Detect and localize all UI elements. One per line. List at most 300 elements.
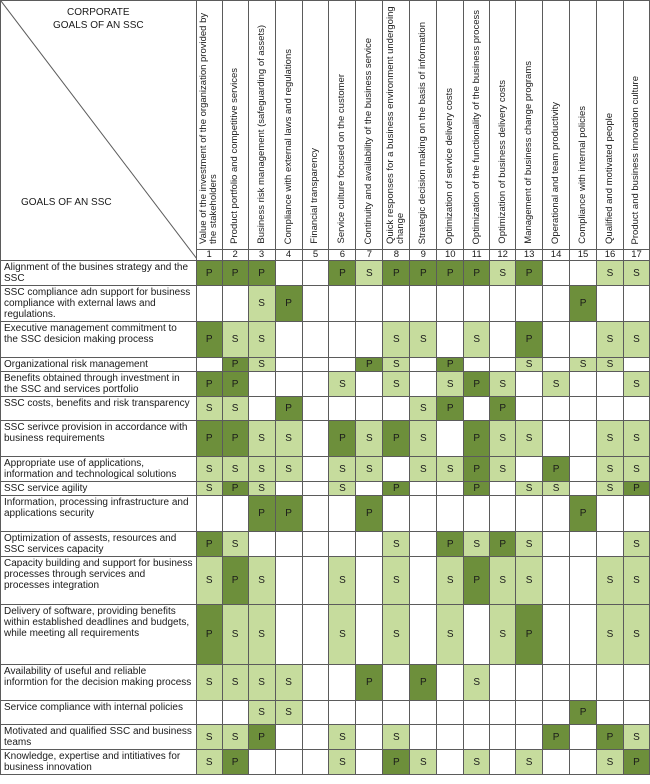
column-number: 3 (248, 250, 275, 261)
matrix-cell (464, 397, 490, 421)
matrix-cell (570, 605, 597, 665)
column-label: Business risk management (safeguarding of assets) (255, 25, 267, 244)
matrix-cell (356, 725, 383, 750)
matrix-cell (410, 358, 437, 372)
matrix-cell: P (490, 397, 516, 421)
matrix-cell: S (248, 557, 275, 605)
matrix-cell: P (222, 750, 248, 775)
column-label: Management of business change programs (523, 61, 535, 244)
matrix-cell: S (597, 482, 624, 496)
matrix-cell (570, 421, 597, 457)
matrix-cell (329, 701, 356, 725)
matrix-cell: P (383, 482, 410, 496)
column-header-5 (302, 1, 329, 250)
matrix-cell: P (196, 372, 222, 397)
matrix-cell (437, 701, 464, 725)
matrix-cell (570, 750, 597, 775)
matrix-cell (275, 261, 302, 286)
matrix-cell: S (248, 701, 275, 725)
column-label: Service culture focused on the customer (336, 74, 348, 244)
matrix-cell: S (623, 605, 649, 665)
matrix-cell: S (597, 261, 624, 286)
column-label: Compliance with external laws and regulations (282, 48, 294, 244)
matrix-cell (248, 397, 275, 421)
matrix-cell: S (329, 372, 356, 397)
matrix-cell (329, 496, 356, 532)
matrix-cell: S (222, 457, 248, 482)
corner-header (1, 1, 197, 261)
matrix-cell: S (410, 750, 437, 775)
column-label: Operational and team productivity (550, 101, 562, 244)
column-number: 16 (597, 250, 624, 261)
column-header-16 (597, 1, 624, 250)
matrix-cell (302, 261, 329, 286)
column-number: 17 (623, 250, 649, 261)
matrix-cell (222, 496, 248, 532)
matrix-cell (356, 701, 383, 725)
matrix-cell: P (196, 532, 222, 557)
column-number: 5 (302, 250, 329, 261)
table-row (1, 496, 650, 532)
matrix-cell (543, 358, 570, 372)
matrix-cell (490, 701, 516, 725)
matrix-cell (356, 557, 383, 605)
table-row (1, 665, 650, 701)
matrix-cell (516, 496, 543, 532)
ssc-goal-label: Optimization of assests, resources and SSC services capacity (1, 532, 197, 557)
matrix-cell: S (248, 665, 275, 701)
matrix-cell (302, 397, 329, 421)
matrix-cell (302, 557, 329, 605)
ssc-goal-label: SSC compliance adn support for business compliance with external laws and regulations. (1, 286, 197, 322)
matrix-cell: S (383, 605, 410, 665)
matrix-cell: S (329, 557, 356, 605)
matrix-cell: P (437, 397, 464, 421)
matrix-cell (570, 261, 597, 286)
matrix-cell (490, 725, 516, 750)
matrix-cell: S (464, 750, 490, 775)
matrix-cell (383, 701, 410, 725)
matrix-cell: S (437, 372, 464, 397)
matrix-cell: S (329, 725, 356, 750)
matrix-cell: P (248, 496, 275, 532)
matrix-cell: S (222, 725, 248, 750)
column-number: 12 (490, 250, 516, 261)
matrix-cell (356, 605, 383, 665)
matrix-cell (410, 701, 437, 725)
matrix-cell: P (597, 725, 624, 750)
matrix-cell (196, 286, 222, 322)
matrix-cell (623, 701, 649, 725)
matrix-cell: S (275, 457, 302, 482)
matrix-cell: P (222, 482, 248, 496)
matrix-cell: S (623, 557, 649, 605)
matrix-cell: P (196, 421, 222, 457)
column-header-7 (356, 1, 383, 250)
matrix-cell: S (196, 750, 222, 775)
matrix-cell: S (248, 286, 275, 322)
column-header-4 (275, 1, 302, 250)
matrix-cell: P (570, 496, 597, 532)
matrix-cell (570, 532, 597, 557)
matrix-cell: P (570, 701, 597, 725)
matrix-cell (437, 496, 464, 532)
matrix-cell (464, 701, 490, 725)
matrix-cell (464, 725, 490, 750)
ssc-goal-label: Appropriate use of applications, information and technological solutions (1, 457, 197, 482)
matrix-cell: S (356, 261, 383, 286)
matrix-cell: P (329, 421, 356, 457)
matrix-cell (464, 358, 490, 372)
matrix-cell (570, 372, 597, 397)
matrix-cell: S (597, 750, 624, 775)
matrix-cell (516, 665, 543, 701)
column-header-3 (248, 1, 275, 250)
matrix-cell: P (196, 261, 222, 286)
matrix-cell (383, 286, 410, 322)
matrix-cell: S (329, 605, 356, 665)
matrix-cell (383, 496, 410, 532)
matrix-cell: P (464, 261, 490, 286)
header-row (1, 1, 650, 250)
matrix-cell: S (490, 261, 516, 286)
matrix-cell: P (464, 457, 490, 482)
table-row (1, 750, 650, 775)
matrix-cell: S (383, 372, 410, 397)
matrix-cell (437, 322, 464, 358)
matrix-cell (383, 397, 410, 421)
matrix-cell: S (383, 322, 410, 358)
column-header-8 (383, 1, 410, 250)
ssc-goal-label: Information, processing infrastructure and applications security (1, 496, 197, 532)
matrix-cell: P (437, 532, 464, 557)
matrix-cell: P (437, 261, 464, 286)
matrix-cell: S (196, 397, 222, 421)
matrix-cell (597, 496, 624, 532)
matrix-cell: S (623, 261, 649, 286)
matrix-cell: P (356, 665, 383, 701)
matrix-cell (196, 496, 222, 532)
matrix-cell (196, 358, 222, 372)
column-label: Quick responses for a business environment undergoing change (385, 6, 407, 244)
corner-ssc-goals-label: GOALS OF AN SSC (21, 197, 112, 208)
matrix-cell (543, 532, 570, 557)
matrix-cell: P (464, 421, 490, 457)
matrix-cell (516, 457, 543, 482)
matrix-cell: P (222, 421, 248, 457)
matrix-cell: S (383, 557, 410, 605)
matrix-cell: S (248, 482, 275, 496)
matrix-cell: S (490, 457, 516, 482)
table-row (1, 261, 650, 286)
matrix-cell: S (410, 322, 437, 358)
matrix-cell: P (222, 261, 248, 286)
column-number: 14 (543, 250, 570, 261)
matrix-cell: S (275, 701, 302, 725)
matrix-cell (570, 457, 597, 482)
matrix-cell (543, 496, 570, 532)
matrix-cell (543, 286, 570, 322)
matrix-cell: S (543, 482, 570, 496)
matrix-cell: S (516, 482, 543, 496)
matrix-cell (543, 557, 570, 605)
matrix-cell (570, 397, 597, 421)
table-row (1, 421, 650, 457)
matrix-cell: S (516, 532, 543, 557)
ssc-goal-label: Organizational risk management (1, 358, 197, 372)
matrix-cell: S (222, 397, 248, 421)
matrix-cell: S (383, 725, 410, 750)
column-label: Optimization of the functionality of the business process (470, 9, 482, 244)
matrix-cell (302, 750, 329, 775)
matrix-cell: P (222, 372, 248, 397)
matrix-cell (570, 482, 597, 496)
matrix-cell (516, 725, 543, 750)
matrix-cell: S (464, 532, 490, 557)
matrix-cell (196, 701, 222, 725)
column-header-2 (222, 1, 248, 250)
matrix-cell (623, 496, 649, 532)
matrix-cell (437, 286, 464, 322)
matrix-cell (275, 372, 302, 397)
ssc-goal-label: Knowledge, expertise and intitiatives for business innovation (1, 750, 197, 775)
matrix-cell: P (490, 532, 516, 557)
matrix-cell: S (437, 457, 464, 482)
matrix-cell: P (383, 421, 410, 457)
column-label: Continuity and availability of the business service (363, 37, 375, 244)
matrix-cell (302, 725, 329, 750)
column-label: Compliance with internal policies (577, 106, 589, 244)
matrix-cell (275, 482, 302, 496)
matrix-cell (464, 605, 490, 665)
column-header-6 (329, 1, 356, 250)
matrix-cell (302, 482, 329, 496)
table-row (1, 322, 650, 358)
matrix-cell (410, 557, 437, 605)
column-header-11 (464, 1, 490, 250)
matrix-cell: S (437, 605, 464, 665)
matrix-cell: P (543, 457, 570, 482)
matrix-cell: P (464, 557, 490, 605)
matrix-cell: S (490, 557, 516, 605)
matrix-cell (356, 532, 383, 557)
matrix-cell (490, 665, 516, 701)
column-number: 13 (516, 250, 543, 261)
matrix-cell (597, 397, 624, 421)
matrix-cell (275, 605, 302, 665)
column-number: 4 (275, 250, 302, 261)
matrix-cell (516, 701, 543, 725)
matrix-cell (302, 457, 329, 482)
table-row (1, 725, 650, 750)
matrix-cell: P (356, 358, 383, 372)
matrix-cell (543, 322, 570, 358)
matrix-cell (623, 397, 649, 421)
matrix-cell (437, 665, 464, 701)
matrix-cell: S (248, 421, 275, 457)
matrix-cell: P (516, 261, 543, 286)
matrix-cell (275, 532, 302, 557)
table-row (1, 482, 650, 496)
matrix-cell (490, 286, 516, 322)
matrix-cell: P (410, 261, 437, 286)
matrix-cell (302, 605, 329, 665)
matrix-cell (464, 496, 490, 532)
matrix-cell (570, 665, 597, 701)
matrix-cell: S (383, 532, 410, 557)
matrix-cell (623, 358, 649, 372)
table-row (1, 372, 650, 397)
matrix-cell: P (410, 665, 437, 701)
column-number: 2 (222, 250, 248, 261)
corner-diagonal (1, 1, 196, 259)
matrix-cell (302, 372, 329, 397)
column-number: 10 (437, 250, 464, 261)
matrix-cell (356, 322, 383, 358)
table-row (1, 457, 650, 482)
matrix-cell: S (329, 482, 356, 496)
ssc-goal-label: Service compliance with internal policies (1, 701, 197, 725)
ssc-goal-label: Availability of useful and reliable informtion for the decision making process (1, 665, 197, 701)
column-label: Financial transparency (309, 148, 321, 244)
matrix-cell (302, 665, 329, 701)
column-label: Product portfolio and competitive services (229, 68, 241, 244)
column-header-10 (437, 1, 464, 250)
matrix-cell (329, 665, 356, 701)
matrix-cell: S (410, 457, 437, 482)
matrix-cell: P (623, 750, 649, 775)
matrix-cell (597, 701, 624, 725)
matrix-cell: S (597, 421, 624, 457)
matrix-cell: S (464, 665, 490, 701)
matrix-cell: P (543, 725, 570, 750)
matrix-cell (597, 372, 624, 397)
matrix-cell (275, 557, 302, 605)
matrix-cell (464, 286, 490, 322)
matrix-cell: P (383, 750, 410, 775)
column-number: 9 (410, 250, 437, 261)
column-number: 1 (196, 250, 222, 261)
matrix-cell (329, 286, 356, 322)
column-header-17 (623, 1, 649, 250)
matrix-cell: S (623, 457, 649, 482)
matrix-cell (597, 532, 624, 557)
column-number: 15 (570, 250, 597, 261)
matrix-cell: S (597, 322, 624, 358)
matrix-cell: S (623, 725, 649, 750)
matrix-cell: S (623, 322, 649, 358)
matrix-cell: S (623, 372, 649, 397)
ssc-goal-label: SSC service agility (1, 482, 197, 496)
matrix-cell (543, 605, 570, 665)
column-label: Optimization of business delivery costs (496, 80, 508, 244)
matrix-cell (570, 725, 597, 750)
matrix-cell: S (490, 372, 516, 397)
column-number: 8 (383, 250, 410, 261)
matrix-cell: S (516, 557, 543, 605)
column-label: Strategic decision making on the basis of information (417, 21, 429, 244)
matrix-cell (329, 397, 356, 421)
matrix-cell: P (275, 496, 302, 532)
matrix-cell: S (410, 397, 437, 421)
matrix-cell (543, 665, 570, 701)
matrix-cell: S (248, 457, 275, 482)
matrix-cell (383, 457, 410, 482)
matrix-cell (516, 372, 543, 397)
matrix-cell: S (248, 605, 275, 665)
ssc-goal-label: Capacity building and support for business processes through services and processes integration (1, 557, 197, 605)
matrix-cell: P (464, 482, 490, 496)
ssc-goal-label: Alignment of the busines strategy and the SSC (1, 261, 197, 286)
matrix-cell (302, 358, 329, 372)
matrix-cell: S (464, 322, 490, 358)
ssc-goal-label: Delivery of software, providing benefits within established deadlines and budgets, while meeting all requirements (1, 605, 197, 665)
matrix-cell: S (437, 557, 464, 605)
matrix-cell: P (248, 725, 275, 750)
table-row (1, 557, 650, 605)
matrix-cell (356, 372, 383, 397)
matrix-cell: S (516, 750, 543, 775)
matrix-cell (437, 482, 464, 496)
matrix-cell: S (222, 532, 248, 557)
matrix-cell: S (248, 322, 275, 358)
column-label: Product and business innovation culture (630, 75, 642, 244)
matrix-cell (597, 665, 624, 701)
matrix-cell: S (248, 358, 275, 372)
matrix-cell: S (356, 421, 383, 457)
table-row (1, 532, 650, 557)
matrix-cell (437, 725, 464, 750)
matrix-cell: S (597, 457, 624, 482)
matrix-cell: P (516, 605, 543, 665)
matrix-cell (437, 421, 464, 457)
matrix-cell (570, 322, 597, 358)
matrix-cell (597, 286, 624, 322)
matrix-cell (543, 397, 570, 421)
matrix-cell (543, 421, 570, 457)
matrix-cell (490, 750, 516, 775)
matrix-cell: S (490, 421, 516, 457)
matrix-cell: P (516, 322, 543, 358)
matrix-cell (329, 532, 356, 557)
matrix-cell: S (196, 482, 222, 496)
column-header-9 (410, 1, 437, 250)
column-header-15 (570, 1, 597, 250)
matrix-cell (490, 358, 516, 372)
matrix-cell: P (196, 322, 222, 358)
matrix-cell (623, 286, 649, 322)
matrix-cell (410, 605, 437, 665)
matrix-cell: S (222, 605, 248, 665)
matrix-cell (490, 482, 516, 496)
matrix-cell: S (597, 358, 624, 372)
matrix-cell: P (464, 372, 490, 397)
corner-corporate-goals-label: CORPORATE GOALS OF AN SSC (53, 7, 144, 31)
matrix-body (1, 261, 650, 775)
matrix-cell: S (196, 557, 222, 605)
matrix-cell: S (570, 358, 597, 372)
matrix-cell (410, 482, 437, 496)
matrix-cell: P (437, 358, 464, 372)
column-label: Qualified and motivated people (603, 113, 615, 244)
matrix-cell: S (329, 457, 356, 482)
matrix-cell: P (222, 557, 248, 605)
matrix-cell (302, 496, 329, 532)
matrix-cell (437, 750, 464, 775)
matrix-cell: S (490, 605, 516, 665)
matrix-cell (302, 532, 329, 557)
matrix-cell: S (196, 725, 222, 750)
